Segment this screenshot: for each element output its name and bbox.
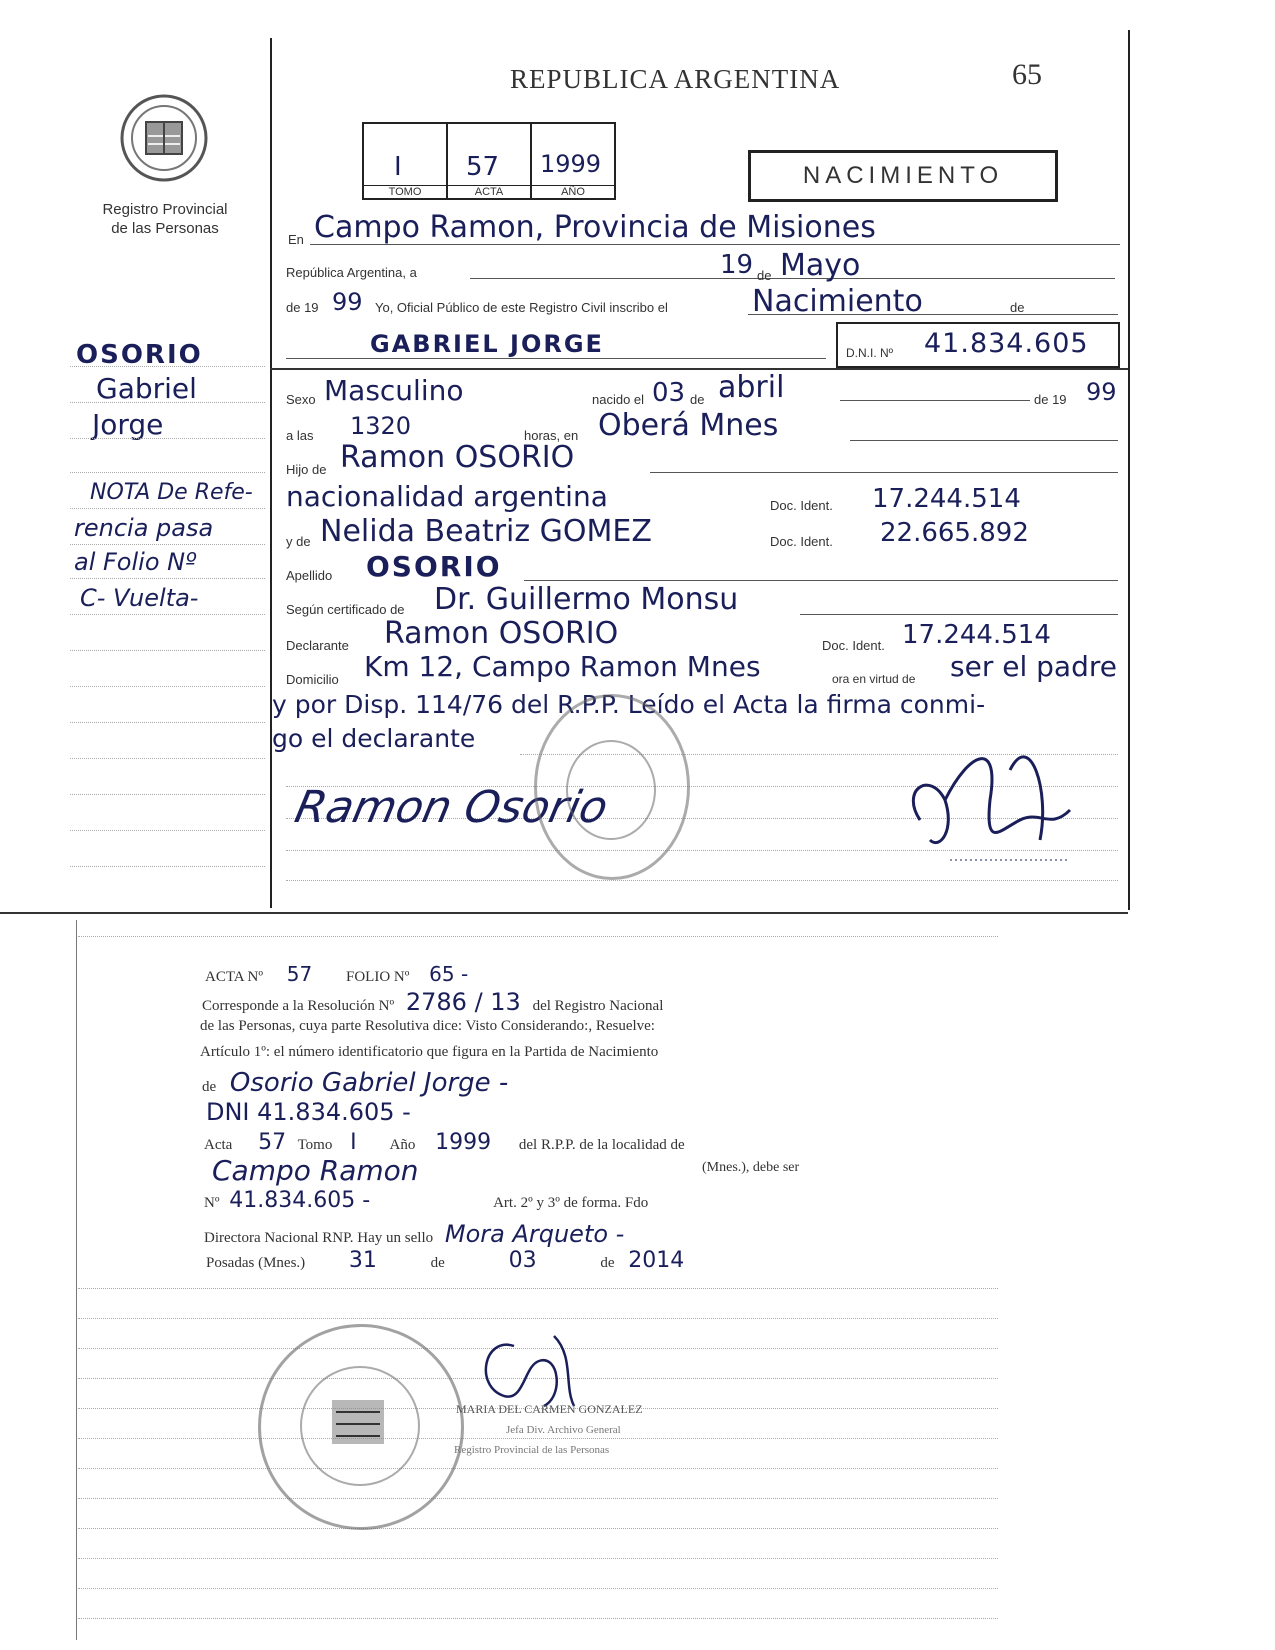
tomo-label: TOMO [364, 185, 446, 198]
signer-name: MARIA DEL CARMEN GONZALEZ [456, 1402, 643, 1416]
virtud-value: ser el padre [950, 650, 1117, 683]
margin-note-1: NOTA De Refe- [90, 480, 253, 505]
year-prefix: de 19 [286, 300, 319, 315]
birth-year-label: de 19 [1034, 392, 1067, 407]
birth-time-value: 1320 [350, 412, 412, 440]
apellido-value: OSORIO [366, 550, 502, 583]
sexo-label: Sexo [286, 392, 316, 407]
father-doc-value: 17.244.514 [872, 484, 1021, 514]
acta-value: 57 [466, 152, 500, 182]
acta-tomo-row [204, 1130, 685, 1155]
mother-name-value: Nelida Beatriz GOMEZ [320, 514, 652, 549]
right-border-line [1128, 30, 1130, 910]
posadas-label: Posadas (Mnes.) [206, 1255, 306, 1271]
bottom-ruled-line [78, 1318, 998, 1319]
margin-divider-line [270, 38, 272, 908]
birth-year-value: 99 [1086, 378, 1117, 406]
de-label: de [757, 268, 772, 283]
anio-label: Año [389, 1137, 416, 1153]
en-label: En [288, 232, 304, 247]
birth-place-line [850, 420, 1118, 441]
margin-ruled-line [70, 402, 265, 403]
tomo-hw: I [350, 1130, 357, 1155]
sexo-value: Masculino [324, 374, 464, 407]
country-title: REPUBLICA ARGENTINA [510, 64, 841, 94]
hijo-label: Hijo de [286, 462, 327, 477]
anio-label: AÑO [532, 185, 614, 198]
registry-stamp-inner [566, 740, 656, 840]
doctor-value: Dr. Guillermo Monsu [434, 582, 739, 617]
father-name-value: Ramon OSORIO [340, 440, 575, 475]
de-2: de [600, 1255, 615, 1271]
declarante-doc-value: 17.244.514 [902, 620, 1051, 650]
dni-handwritten: DNI 41.834.605 - [206, 1098, 411, 1126]
bottom-ruled-line [78, 1588, 998, 1589]
segun-label: Según certificado de [286, 602, 405, 617]
margin-ruled-line [70, 578, 265, 579]
bottom-ruled-line [78, 1528, 998, 1529]
margin-ruled-line [70, 686, 265, 687]
oficial-text: Yo, Oficial Público de este Registro Civil inscribo el [375, 300, 668, 315]
anio-cell [532, 124, 614, 198]
bottom-left-border [76, 920, 77, 1640]
art-text: Art. 2º y 3º de forma. Fdo [493, 1195, 649, 1211]
virtud-label: ora en virtud de [832, 672, 916, 686]
observation-line-1: y por Disp. 114/76 del R.P.P. Leído el Acta la firma conmi- [272, 690, 986, 719]
month-value: Mayo [780, 248, 861, 283]
de-label: de [202, 1079, 217, 1095]
margin-name-1: Gabriel [96, 372, 197, 405]
domicilio-value: Km 12, Campo Ramon Mnes [364, 650, 761, 683]
declarant-signature: Ramon Osorio [290, 782, 613, 833]
official-signature-icon [890, 730, 1090, 890]
rpp-text: del R.P.P. de la localidad de [518, 1137, 685, 1153]
corresponde-row [202, 988, 663, 1016]
corresponde-text: Corresponde a la Resolución Nº [202, 998, 395, 1014]
n-label: Nº [204, 1195, 220, 1211]
margin-surname: OSORIO [76, 340, 203, 370]
apellido-line [524, 560, 1118, 581]
doctor-line [800, 594, 1118, 615]
margin-ruled-line [70, 794, 265, 795]
anio-value: 1999 [540, 150, 602, 178]
father-line [650, 452, 1118, 473]
doc-label-father: Doc. Ident. [770, 498, 833, 513]
number-row [204, 1188, 648, 1213]
margin-ruled-line [70, 472, 265, 473]
tomo-label: Tomo [297, 1137, 333, 1153]
dni-box [836, 322, 1120, 368]
mother-doc-value: 22.665.892 [880, 518, 1029, 548]
bottom-ruled-line [78, 1558, 998, 1559]
folio-value: 65 - [429, 962, 469, 986]
names-divider [270, 368, 1128, 370]
stamp-shield-icon [326, 1392, 390, 1452]
bottom-ruled-line [78, 1468, 998, 1469]
locality-value: Campo Ramon [212, 1154, 419, 1187]
resolution-line-2: de las Personas, cuya parte Resolutiva dice: Visto Considerando:, Resuelve: [200, 1018, 655, 1034]
posadas-month: 03 [508, 1248, 537, 1273]
day-value: 19 [720, 250, 754, 280]
mnes-text: (Mnes.), debe ser [702, 1160, 800, 1175]
republica-label: República Argentina, a [286, 265, 417, 280]
birth-day-value: 03 [652, 378, 686, 408]
apellido-label: Apellido [286, 568, 333, 583]
domicilio-label: Domicilio [286, 672, 339, 687]
resolucion-value: 2786 / 13 [405, 988, 521, 1016]
posadas-row [206, 1248, 684, 1273]
margin-ruled-line [70, 508, 265, 509]
anio-hw: 1999 [435, 1130, 492, 1155]
page-number: 65 [1012, 58, 1042, 91]
bottom-ruled-line [78, 1498, 998, 1499]
directora-text: Directora Nacional RNP. Hay un sello [204, 1230, 434, 1246]
margin-ruled-line [70, 544, 265, 545]
del-registro-text: del Registro Nacional [532, 998, 664, 1014]
declarante-value: Ramon OSORIO [384, 616, 619, 651]
resolution-line-3: Artículo 1º: el número identificatorio que figura en la Partida de Nacimiento [200, 1044, 659, 1060]
directora-row [204, 1220, 624, 1248]
margin-ruled-line [70, 438, 265, 439]
margin-ruled-line [70, 614, 265, 615]
alas-label: a las [286, 428, 314, 443]
margin-ruled-line [70, 722, 265, 723]
dni-label: D.N.I. Nº [846, 346, 894, 360]
acta-cell [448, 124, 532, 198]
father-nationality-value: nacionalidad argentina [286, 480, 608, 513]
margin-name-2: Jorge [92, 408, 164, 441]
doc-label-mother: Doc. Ident. [770, 534, 833, 549]
margin-note-2: rencia pasa [74, 514, 214, 542]
birth-month-value: abril [718, 370, 785, 405]
year-suffix: 99 [332, 288, 363, 316]
doc-label-declarante: Doc. Ident. [822, 638, 885, 653]
posadas-day: 31 [348, 1248, 377, 1273]
de-label-2: de [1010, 300, 1025, 315]
margin-ruled-line [70, 866, 265, 867]
signer-title: Jefa Div. Archivo General [506, 1424, 621, 1436]
dni-value: 41.834.605 [924, 328, 1089, 359]
de-person-row [202, 1068, 508, 1098]
posadas-year: 2014 [628, 1248, 685, 1273]
birth-line [840, 380, 1030, 401]
bottom-ruled-line [78, 936, 998, 937]
bottom-ruled-line [78, 1618, 998, 1619]
margin-ruled-line [70, 758, 265, 759]
new-number-value: 41.834.605 - [229, 1188, 371, 1213]
tomo-value: I [394, 152, 402, 182]
de-label-3: de [690, 392, 705, 407]
record-type-box: NACIMIENTO [748, 150, 1058, 202]
person-value: Osorio Gabriel Jorge - [229, 1068, 509, 1098]
coat-of-arms-icon [118, 92, 210, 184]
acta-value: 57 [286, 962, 313, 986]
observation-line-2: go el declarante [272, 724, 476, 753]
full-names-value: GABRIEL JORGE [370, 330, 604, 358]
acta-row [205, 962, 468, 986]
act-kind-value: Nacimiento [752, 284, 923, 319]
bottom-ruled-line [78, 1438, 998, 1439]
signer-org: Registro Provincial de las Personas [454, 1444, 610, 1456]
directora-name: Mora Arqueto - [444, 1220, 625, 1248]
margin-note-3: al Folio Nº [74, 548, 197, 576]
acta-label: ACTA [448, 185, 530, 198]
margin-ruled-line [70, 830, 265, 831]
margin-ruled-line [70, 366, 265, 367]
acta-label: ACTA Nº [205, 969, 264, 985]
tomo-cell [364, 124, 448, 198]
acta-label-2: Acta [204, 1137, 233, 1153]
margin-note-4: C- Vuelta- [80, 584, 199, 612]
nacido-label: nacido el [592, 392, 645, 407]
bottom-ruled-line [78, 1288, 998, 1289]
acta-hw: 57 [258, 1130, 287, 1155]
folio-label: FOLIO Nº [346, 969, 410, 985]
record-id-box [362, 122, 616, 200]
horas-label: horas, en [524, 428, 579, 443]
declarante-label: Declarante [286, 638, 349, 653]
y-de-label: y de [286, 534, 311, 549]
margin-ruled-line [70, 650, 265, 651]
place-value: Campo Ramon, Provincia de Misiones [314, 210, 876, 245]
birth-place-value: Oberá Mnes [598, 408, 779, 443]
top-section-bottom-line [0, 912, 1128, 914]
de-1: de [430, 1255, 445, 1271]
registry-label: Registro Provincial de las Personas [102, 201, 228, 237]
